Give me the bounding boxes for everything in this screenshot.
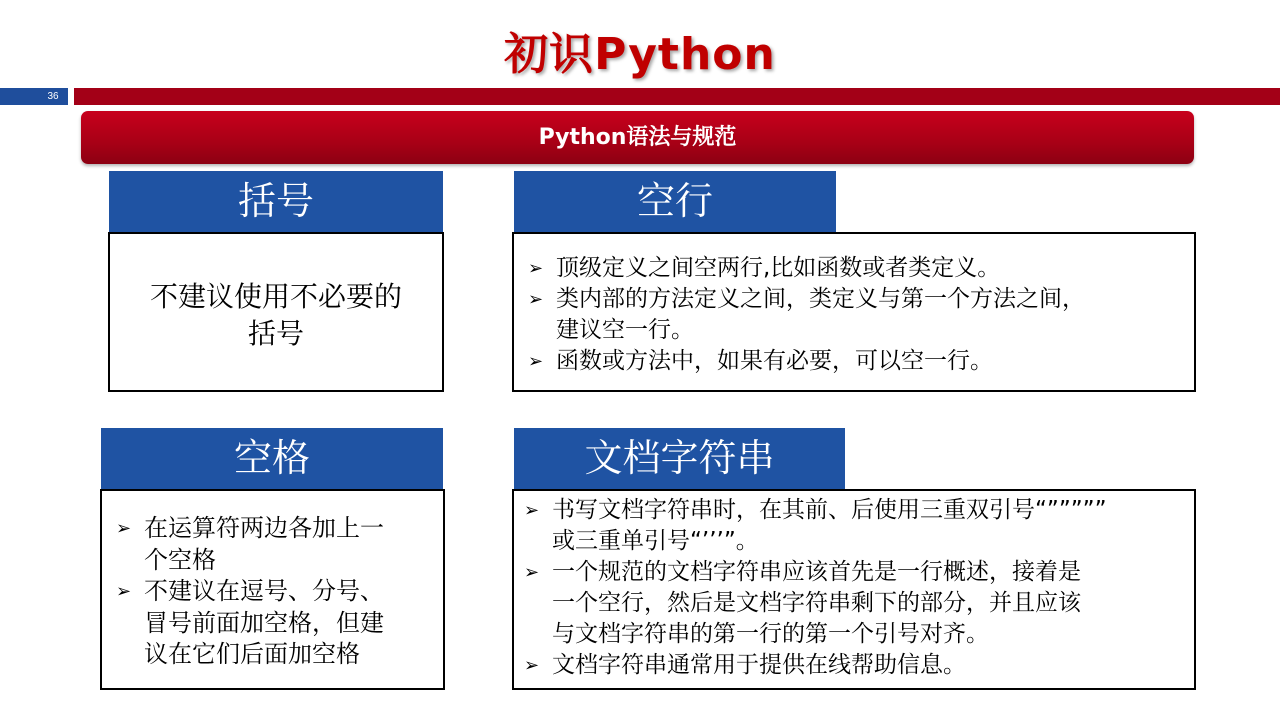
list-item xyxy=(524,284,1188,346)
list-item-line: 一个规范的文档字符串应该首先是一行概述，接着是 xyxy=(552,559,1081,585)
list-item xyxy=(524,346,1188,377)
brackets-text-line: 不建议使用不必要的 xyxy=(149,280,402,313)
docstrings-list xyxy=(520,495,1190,681)
page-number: 36 xyxy=(47,91,59,102)
list-item xyxy=(112,513,439,576)
bullet-arrow-icon: ➢ xyxy=(528,258,544,279)
list-item-line: 议在它们后面加空格 xyxy=(144,640,360,668)
blank-lines-list xyxy=(524,253,1188,377)
bullet-arrow-icon: ➢ xyxy=(528,289,544,310)
bullet-arrow-icon: ➢ xyxy=(524,655,540,676)
panel-box-blank-lines xyxy=(512,232,1196,392)
list-item xyxy=(520,650,1190,681)
list-item-line: 建议空一行。 xyxy=(556,317,694,343)
list-item-line: 类内部的方法定义之间，类定义与第一个方法之间， xyxy=(556,286,1085,312)
brackets-text-line: 括号 xyxy=(247,317,304,350)
panel-heading-spaces: 空格 xyxy=(101,428,443,489)
list-item-line: 或三重单引号“’’’”。 xyxy=(552,528,759,554)
list-item-line: 书写文档字符串时，在其前、后使用三重双引号“””””” xyxy=(552,497,1107,523)
list-item-line: 文档字符串通常用于提供在线帮助信息。 xyxy=(552,652,966,678)
bullet-arrow-icon: ➢ xyxy=(524,562,540,583)
list-item-line: 一个空行，然后是文档字符串剩下的部分，并且应该 xyxy=(552,590,1081,616)
list-item-line: 与文档字符串的第一行的第一个引号对齐。 xyxy=(552,621,989,647)
list-item xyxy=(520,557,1190,650)
list-item xyxy=(524,253,1188,284)
list-item xyxy=(112,576,439,671)
list-item-line: 在运算符两边各加上一 xyxy=(144,514,384,542)
list-item-line: 函数或方法中，如果有必要，可以空一行。 xyxy=(556,348,993,374)
list-item-line: 个空格 xyxy=(144,545,216,574)
panel-heading-docstrings: 文档字符串 xyxy=(514,428,845,489)
spaces-list xyxy=(112,513,439,671)
header-bar-red xyxy=(74,88,1280,105)
list-item-line: 顶级定义之间空两行,比如函数或者类定义。 xyxy=(556,255,1001,281)
brackets-text xyxy=(120,278,432,352)
panel-heading-brackets: 括号 xyxy=(109,171,443,232)
panel-box-brackets xyxy=(108,232,444,392)
list-item xyxy=(520,495,1190,557)
bullet-arrow-icon: ➢ xyxy=(524,500,540,521)
list-item-line: 不建议在逗号、分号、 xyxy=(144,577,384,605)
panel-box-spaces xyxy=(100,489,445,690)
list-item-line: 冒号前面加空格，但建 xyxy=(144,608,384,637)
slide-title: 初识Python xyxy=(504,29,776,80)
bullet-arrow-icon: ➢ xyxy=(116,581,132,602)
section-banner: Python语法与规范 xyxy=(81,111,1194,164)
panel-heading-blank-lines: 空行 xyxy=(514,171,836,232)
bullet-arrow-icon: ➢ xyxy=(116,518,132,539)
bullet-arrow-icon: ➢ xyxy=(528,351,544,372)
panel-box-docstrings xyxy=(512,489,1196,690)
